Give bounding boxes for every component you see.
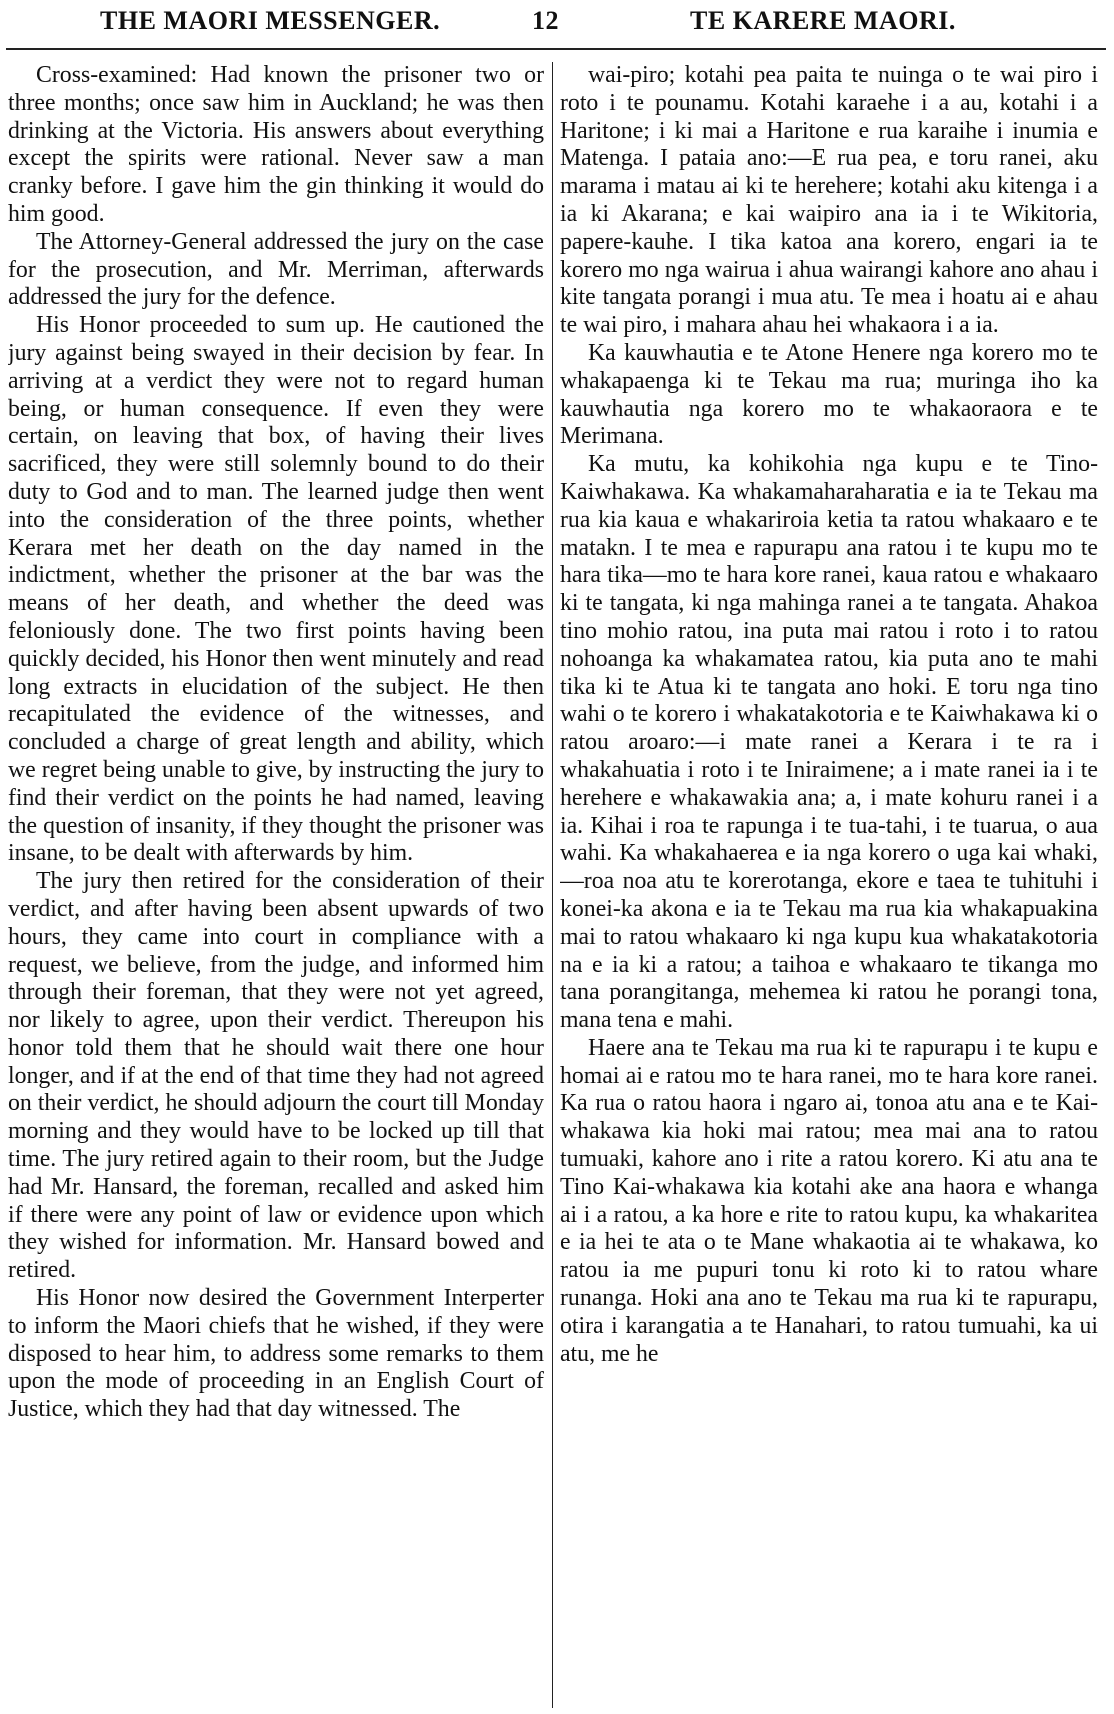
paragraph-attorney-general: The Attorney-General addressed the jury on the case for the prosecution, and Mr. Merriman, afterwards addressed the jury for the defence.: [8, 228, 544, 311]
paragraph-wai-piro: wai-piro; kotahi pea paita te nuinga o te wai piro i roto i te pounamu. Kotahi karaehe i a au, kotahi i a Haritone; i ki mai a Haritone e rua karaihe i inumia e Matenga. I pataia ano:—E rua pea, e toru ranei, aku marama i matau ai ki te herehere; kotahi aku kitenga i a ia ki Akarana; e kai waipiro ana ia i te Wikitoria, papere-kauhe. I tika katoa ana korero, engari ia te korero mo nga wairua i ahua wairangi kahore ano ahau i kite tangata porangi i mua atu. Te mea i hoatu ai e ahau te wai piro, i mahara ahau hei whakaora i a ia.: [560, 62, 1098, 339]
paragraph-address-chiefs: His Honor now desired the Government Interperter to inform the Maori chiefs that he wished, if they were disposed to hear him, to address some remarks to them upon the mode of proceeding in an English Court of Justice, which they had that day witnessed. The: [8, 1285, 544, 1423]
header-maori-title: TE KARERE MAORI.: [690, 6, 956, 35]
page-number: 12: [532, 6, 559, 35]
paragraph-cross-examined: Cross-examined: Had known the prisoner two or three months; once saw him in Auckland; he was then drinking at the Victoria. His answers about everything except the spirits were rational. Never saw a man cranky before. I gave him the gin thinking it would do him good.: [8, 62, 544, 227]
english-column: [8, 62, 544, 1708]
paragraph-sum-up: His Honor proceeded to sum up. He cautioned the jury against being swayed in their decision by fear. In arriving at a verdict they were not to regard human being, or human consequence. If even they were certain, on leaving that box, of having their lives sacrificed, they were still solemnly bound to do their duty to God and to man. The learned judge then went into the consideration of the three points, whether Kerara met her death on the day named in the indictment, whether the prisoner at the bar was the means of her death, and whether the deed was feloniously done. The two first points having been quickly decided, his Honor then went minutely and read long extracts in elucidation of the subject. He then recapitulated the evidence of the witnesses, and concluded a charge of great length and ability, which we regret being unable to give, by instructing the jury to find their verdict on the points he had named, leaving the question of insanity, if they thought the prisoner was insane, to be dealt with afterwards by him.: [8, 312, 544, 867]
maori-column: [560, 62, 1098, 1708]
paragraph-haere-ana: Haere ana te Tekau ma rua ki te rapurapu i te kupu e homai ai e ratou mo te hara ranei, mo te hara kore ranei. Ka rua o ratou haora i ngaro ai, tonoa atu ana e te Kai-whakawa kia hoki mai ratou; mea mai ana to ratou tumuaki, kahore ano i rite a ratou korero. Ki atu ana te Tino Kai-whakawa kia kotahi ake ana haora e whanga ai i a ratou, a ka hore e rite to ratou kupu, ka whakaritea e ia hei te ata o te Mane whakaotia ai te whakawa, ko ratou ia me pupuri tonu ki roto ki to ratou whare runanga. Hoki ana ano te Tekau ma rua ki te rapurapu, otira i karangatia a te Hanahari, to ratou tumuahi, ka ui atu, me he: [560, 1034, 1098, 1367]
header-rule: [6, 48, 1106, 50]
paragraph-ka-mutu: Ka mutu, ka kohikohia nga kupu e te Tino-Kaiwhakawa. Ka whakamaharaharatia e ia te Tekau ma rua kia kaua e whakariroia ketia ta ratou whakaaro e te matakn. I te mea e rapurapu ana ratou i te kupu mo te hara tika—mo te hara kore ranei, kaua ratou e whakaaro ki te tangata, ki nga mahinga ranei a te tangata. Ahakoa tino mohio ratou, ina puta mai ratou i roto i to ratou nohoanga ka whakamatea ratou, kia puta ano te mahi tika ki te Atua ki te tangata ano hoki. E toru nga tino wahi o te korero i whakatakotoria e te Kaiwhakawa ki o ratou aroaro:—i mate ranei a Kerara i te ra i whakahuatia i roto i te Iniraimene; a i mate ranei ia i te herehere e whakawakia ana; a, i mate kohuru ranei i a ia. Kihai i roa te rapunga i te tua-tahi, i te tuarua, o aua wahi. Ka whakahaerea e ia nga korero o uga kai whaki,—roa noa atu te korerotanga, ekore e taea te tuhituhi i konei-ka akona e ia te Tekau ma rua kia whakapuakina mai to ratou whakaaro ki nga kupu kua whakatakotoria na e ia ki a ratou; a taihoa e whakaaro te tikanga mo tana porangitanga, mehemea ki ratou he porangi tona, mana tena e mahi.: [560, 451, 1098, 1034]
column-divider: [552, 62, 553, 1708]
header-english-title: THE MAORI MESSENGER.: [100, 6, 441, 35]
paragraph-jury-retired: The jury then retired for the consideration of their verdict, and after having been absent upwards of two hours, they came into court in compliance with a request, we believe, from the judge, and informed him through their foreman, that they were not yet agreed, nor likely to agree, upon their verdict. Thereupon his honor told them that he should wait there one hour longer, and if at the end of that time they had not agreed on their verdict, he should adjourn the court till Monday morning and they would have to be locked up till that time. The jury retired again to their room, but the Judge had Mr. Hansard, the foreman, recalled and asked him if there were any point of law or evidence upon which they wished for information. Mr. Hansard bowed and retired.: [8, 868, 544, 1284]
paragraph-kauwhautia: Ka kauwhautia e te Atone Henere nga korero mo te whakapaenga ki te Tekau ma rua; muringa iho ka kauwhautia nga korero mo te whakaoraora e te Merimana.: [560, 339, 1098, 450]
page-header: [0, 0, 1114, 46]
